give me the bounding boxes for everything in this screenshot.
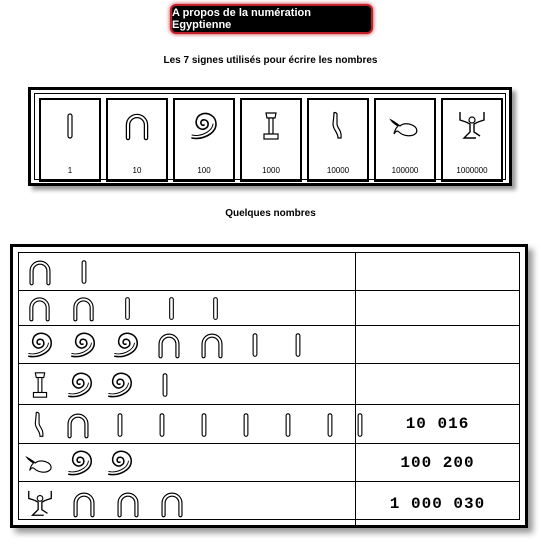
coil-rope-hieroglyph-icon [65,448,95,478]
sign-card-1 [39,98,101,182]
numbers-table [10,244,528,528]
glyph-cell [19,253,356,290]
stroke-hieroglyph-icon [54,110,86,142]
lotus-flower-hieroglyph-icon [255,110,287,142]
heel-bone-hieroglyph-icon [69,294,98,323]
sign-card-10 [106,98,168,182]
stroke-hieroglyph-icon [105,410,135,440]
stroke-hieroglyph-icon [273,410,303,440]
answer-cell[interactable] [356,326,519,363]
answer-cell[interactable] [356,253,519,290]
sign-value: 1000000 [456,166,488,175]
coil-rope-hieroglyph-icon [65,370,95,400]
sign-card-1000000 [441,98,503,182]
kneeling-god-hieroglyph-icon [456,110,488,142]
stroke-hieroglyph-icon [283,330,313,360]
sign-card-10000 [307,98,369,182]
answer-cell[interactable]: 100 200 [400,453,475,472]
glyph-cell [19,291,356,325]
heel-bone-hieroglyph-icon [25,257,55,287]
heel-bone-hieroglyph-icon [157,489,187,519]
stroke-hieroglyph-icon [150,370,180,400]
heel-bone-hieroglyph-icon [154,330,184,360]
lotus-flower-hieroglyph-icon [25,370,55,400]
stroke-hieroglyph-icon [189,410,219,440]
stroke-hieroglyph-icon [240,330,270,360]
answer-cell[interactable]: 10 016 [405,415,470,433]
sign-card-100 [173,98,235,182]
number-row-6 [19,444,519,482]
signs-panel-inner [34,93,506,180]
finger-hieroglyph-icon [25,410,55,440]
stroke-hieroglyph-icon [69,257,99,287]
heel-bone-hieroglyph-icon [121,110,153,142]
stroke-hieroglyph-icon [201,294,230,323]
tadpole-hieroglyph-icon [389,110,421,142]
sign-value: 10 [132,166,142,175]
heel-bone-hieroglyph-icon [113,489,143,519]
glyph-cell [19,482,356,525]
stroke-hieroglyph-icon [231,410,261,440]
heel-bone-hieroglyph-icon [69,489,99,519]
number-row-7 [19,482,519,525]
stroke-hieroglyph-icon [147,410,177,440]
signs-panel [28,87,512,186]
sign-value: 1000 [262,166,280,175]
signs-subtitle: Les 7 signes utilisés pour écrire les nombres [163,55,378,66]
sign-card-1000 [240,98,302,182]
page-title: A propos de la numération Egyptienne [172,7,311,31]
number-row-5 [19,405,519,444]
glyph-cell [19,326,356,363]
heel-bone-hieroglyph-icon [197,330,227,360]
glyph-cell [19,405,356,443]
number-row-2 [19,291,519,326]
number-row-3 [19,326,519,364]
heel-bone-hieroglyph-icon [25,294,54,323]
coil-rope-hieroglyph-icon [111,330,141,360]
answer-cell[interactable] [356,291,519,325]
kneeling-god-hieroglyph-icon [25,489,55,519]
numbers-table-inner [18,252,520,520]
coil-rope-hieroglyph-icon [25,330,55,360]
sign-value: 10000 [326,166,350,175]
glyph-cell [19,444,356,481]
tadpole-hieroglyph-icon [25,448,55,478]
glyph-cell [19,364,356,404]
coil-rope-hieroglyph-icon [188,110,220,142]
sign-value: 100000 [391,166,419,175]
stroke-hieroglyph-icon [315,410,345,440]
sign-card-100000 [374,98,436,182]
finger-hieroglyph-icon [322,110,354,142]
numbers-subtitle: Quelques nombres [225,208,316,219]
page-title-banner [170,4,373,34]
answer-cell[interactable]: 1 000 030 [389,494,486,513]
sign-value: 100 [197,166,211,175]
stroke-hieroglyph-icon [113,294,142,323]
sign-value: 1 [67,166,73,175]
answer-cell[interactable] [356,364,519,404]
coil-rope-hieroglyph-icon [68,330,98,360]
coil-rope-hieroglyph-icon [105,370,135,400]
coil-rope-hieroglyph-icon [105,448,135,478]
heel-bone-hieroglyph-icon [63,410,93,440]
number-row-1 [19,253,519,291]
stroke-hieroglyph-icon [157,294,186,323]
number-row-4 [19,364,519,405]
